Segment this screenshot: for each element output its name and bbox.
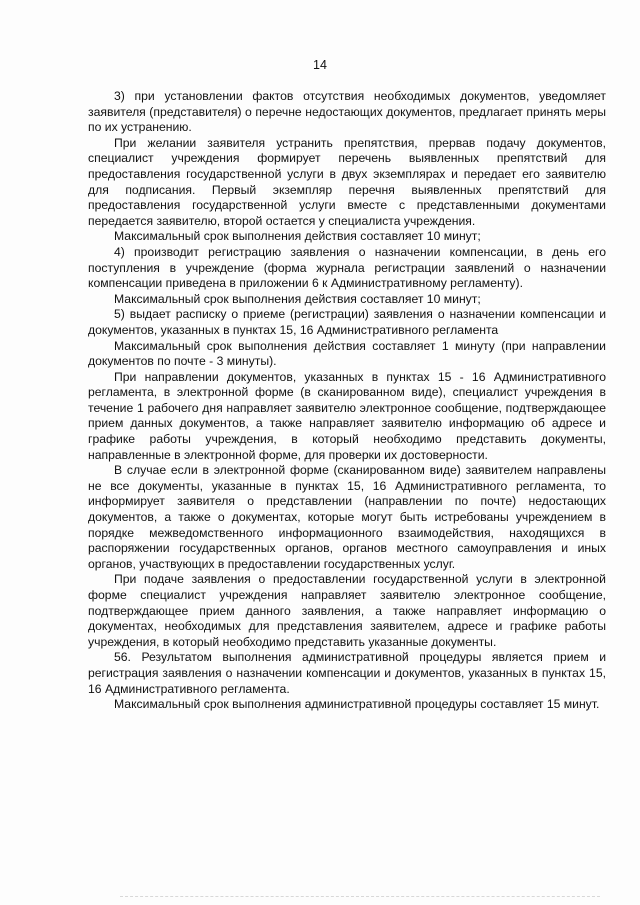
paragraph-item-4-registration: 4) производит регистрацию заявления о назначении компенсации, в день его поступления в учреждение (форма журнала регистрации заявлений о назначении компенсации приведена в приложении 6 к Административному регламенту). (88, 244, 606, 291)
paragraph-obstacles-list: При желании заявителя устранить препятствия, прервав подачу документов, специалист учреждения формирует перечень выявленных препятствий для предоставления государственной услуги в двух экземплярах и передает его заявителю для подписания. Первый экземпляр перечня выявленных препятствий для предоставления государственной услуги вместе с представленными документами передается заявителю, второй остается у специалиста учреждения. (88, 135, 606, 228)
paragraph-item-56-result: 56. Результатом выполнения административной процедуры является прием и регистрация заявления о назначении компенсации и документов, указанных в пунктах 15, 16 Административного регламента. (88, 650, 606, 696)
document-body (88, 89, 606, 713)
paragraph-max-time-1min: Максимальный срок выполнения действия составляет 1 минуту (при направлении документов по почте - 3 минуты). (88, 338, 606, 369)
paragraph-item-5-receipt: 5) выдает расписку о приеме (регистрации) заявления о назначении компенсации и документов, указанных в пунктах 15, 16 Административного регламента (88, 307, 606, 337)
paragraph-max-time-10min: Максимальный срок выполнения действия составляет 10 минут; (114, 229, 481, 244)
page-number: 14 (313, 58, 327, 72)
scan-artifact-line (120, 896, 600, 899)
paragraph-incomplete-documents: В случае если в электронной форме (сканированном виде) заявителем направлены не все документы, указанные в пунктах 15, 16 Административного регламента, то информирует заявителя о представлении (направлении по почте) недостающих документов, а также о документах, которые могут быть истребованы учреждением в порядке межведомственного информационного взаимодействия, находящихся в распоряжении государственных органов, органов местного самоуправления и иных органов, участвующих в предоставлении государственных услуг. (88, 463, 606, 571)
paragraph-item-3-notify: 3) при установлении фактов отсутствия необходимых документов, уведомляет заявителя (представителя) о перечне недостающих документов, предлагает принять меры по их устранению. (88, 89, 606, 135)
paragraph-electronic-application: При подаче заявления о предоставлении государственной услуги в электронной форме специалист учреждения направляет заявителю электронное сообщение, подтверждающее прием данного заявления, а также направляет информацию о документах, необходимых для представления заявителем, адресе и графике работы учреждения, в который необходимо представить указанные документы. (88, 572, 606, 649)
paragraph-max-time-10min-2: Максимальный срок выполнения действия составляет 10 минут; (114, 291, 481, 306)
paragraph-electronic-documents: При направлении документов, указанных в пунктах 15 - 16 Административного регламента, в электронной форме (в сканированном виде), специалист учреждения в течение 1 рабочего дня направляет заявителю электронное сообщение, подтверждающее прием данных документов, а также направляет заявителю информацию об адресе и графике работы учреждения, в который необходимо представить документы, направленные в электронной форме, для проверки их достоверности. (88, 369, 606, 462)
paragraph-max-time-15min: Максимальный срок выполнения административной процедуры составляет 15 минут. (114, 697, 600, 712)
